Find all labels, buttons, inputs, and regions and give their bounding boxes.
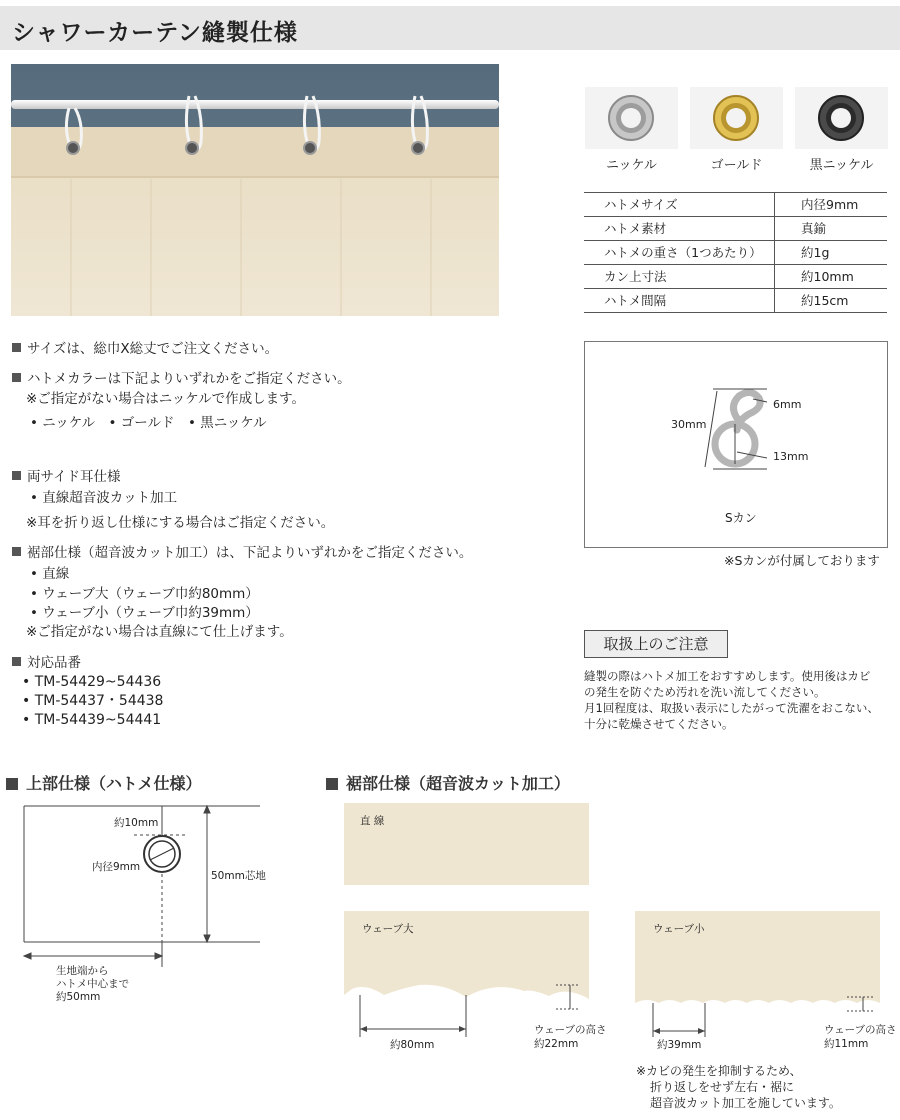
s-hook-icon — [585, 342, 887, 547]
note-hem-item2: • ウェーブ大（ウェーブ巾約80mm） — [30, 586, 259, 602]
hem-footnote — [636, 1063, 841, 1111]
spec-label: ハトメサイズ — [584, 193, 775, 217]
top-spec-drawing — [12, 800, 302, 1010]
top-spec-heading-text: 上部仕様（ハトメ仕様） — [26, 774, 202, 793]
caution-line: 縫製の際はハトメ加工をおすすめします。使用後はカビ — [584, 669, 871, 683]
bullet-square-icon — [12, 471, 21, 480]
spec-value: 約1g — [775, 241, 888, 265]
wave-large-width: 約80mm — [390, 1039, 435, 1051]
nickel-grommet-icon — [585, 87, 678, 149]
s-hook-diagram — [584, 341, 888, 548]
caution-heading: 取扱上のご注意 — [584, 630, 728, 658]
caution-line: 月1回程度は、取扱い表示にしたがって洗濯をおこない、 — [584, 701, 879, 715]
bullet-square-icon — [12, 547, 21, 556]
title-bar — [0, 6, 900, 50]
bullet-square-icon — [12, 343, 21, 352]
note-product3: • TM-54439~54441 — [22, 712, 162, 728]
wave-small-width: 約39mm — [657, 1039, 702, 1051]
black-nickel-grommet-swatch — [795, 87, 888, 149]
edge-line1: 生地端から — [56, 965, 109, 977]
note-color-options: • ニッケル • ゴールド • 黒ニッケル — [30, 415, 267, 431]
note-hem-item3: • ウェーブ小（ウェーブ巾約39mm） — [30, 605, 259, 621]
top-spec-diagram — [12, 800, 302, 1010]
note-hem-sub: ※ご指定がない場合は直線にて仕上げます。 — [26, 624, 293, 640]
s-hook-note: ※Sカンが付属しております — [724, 553, 880, 568]
note-product2: • TM-54437・54438 — [22, 693, 164, 709]
caution-line: 十分に乾燥させてください。 — [584, 717, 734, 731]
top-dim-label: 約10mm — [114, 817, 159, 829]
table-row — [584, 289, 887, 313]
table-row — [584, 217, 887, 241]
note-color-head — [12, 370, 351, 389]
wave-large-height: 約22mm — [534, 1038, 579, 1050]
black-nickel-grommet-icon — [795, 87, 888, 149]
note-side-sub: ※耳を折り返し仕様にする場合はご指定ください。 — [26, 515, 335, 531]
edge-line2: ハトメ中心まで — [56, 978, 130, 990]
caution-line: の発生を防ぐため汚れを洗い流してください。 — [584, 685, 826, 699]
grommet-label-nickel: ニッケル — [606, 158, 657, 173]
table-row — [584, 265, 887, 289]
section-square-icon — [326, 778, 338, 790]
wave-small-label: ウェーブ小 — [653, 923, 705, 935]
table-row — [584, 193, 887, 217]
spec-label: ハトメの重さ（1つあたり） — [584, 241, 775, 265]
nickel-grommet-swatch — [585, 87, 678, 149]
hem-straight-sample — [344, 803, 589, 885]
footnote-line: 超音波カット加工を施しています。 — [650, 1096, 841, 1110]
spec-label: カン上寸法 — [584, 265, 775, 289]
top-spec-heading — [6, 771, 202, 794]
edge-line3: 約50mm — [56, 991, 101, 1003]
wave-small-height: 約11mm — [824, 1038, 869, 1050]
note-hem-head — [12, 544, 472, 563]
gold-grommet-icon — [690, 87, 783, 149]
spec-value: 内径9mm — [775, 193, 888, 217]
hem-spec-heading-text: 裾部仕様（超音波カット加工） — [346, 774, 570, 793]
curtain-illustration — [11, 64, 499, 316]
section-square-icon — [6, 778, 18, 790]
spec-table — [584, 192, 887, 313]
note-size — [12, 340, 278, 359]
note-hem-item1: • 直線 — [30, 566, 70, 582]
s-hook-label: Sカン — [725, 511, 757, 525]
gold-grommet-swatch — [690, 87, 783, 149]
note-products-head — [12, 654, 81, 673]
page-title: シャワーカーテン縫製仕様 — [12, 20, 298, 46]
wave-small-height-label: ウェーブの高さ — [824, 1024, 897, 1036]
s-hook-top: 6mm — [773, 398, 802, 411]
wave-large-height-label: ウェーブの高さ — [534, 1024, 607, 1036]
note-side-head-text: 両サイド耳仕様 — [27, 469, 121, 485]
note-hem-head-text: 裾部仕様（超音波カット加工）は、下記よりいずれかをご指定ください。 — [27, 545, 473, 561]
hem-spec-heading — [326, 771, 570, 794]
curtain-photo — [11, 64, 499, 316]
note-size-text: サイズは、総巾X総丈でご注文ください。 — [27, 341, 279, 357]
spec-value: 約10mm — [775, 265, 888, 289]
s-hook-bottom: 13mm — [773, 450, 809, 463]
spec-value: 約15cm — [775, 289, 888, 313]
hem-straight-label: 直 線 — [360, 815, 385, 827]
bullet-square-icon — [12, 373, 21, 382]
note-color-head-text: ハトメカラーは下記よりいずれかをご指定ください。 — [27, 371, 351, 387]
s-hook-height: 30mm — [671, 418, 707, 431]
wave-large-label: ウェーブ大 — [362, 923, 414, 935]
note-color-sub: ※ご指定がない場合はニッケルで作成します。 — [26, 391, 306, 407]
footnote-line: ※カビの発生を抑制するため、 — [636, 1064, 802, 1078]
note-side-head — [12, 468, 121, 487]
spec-label: ハトメ間隔 — [584, 289, 775, 313]
bullet-square-icon — [12, 657, 21, 666]
inner-dim-label: 内径9mm — [92, 861, 141, 873]
footnote-line: 折り返しをせず左右・裾に — [650, 1080, 795, 1094]
note-products-head-text: 対応品番 — [27, 655, 81, 671]
caution-text — [584, 668, 894, 732]
grommet-label-gold: ゴールド — [710, 158, 763, 173]
spec-value: 真鍮 — [775, 217, 888, 241]
note-side-item: • 直線超音波カット加工 — [30, 490, 178, 506]
note-product1: • TM-54429~54436 — [22, 674, 162, 690]
height-dim-label: 50mm芯地 — [211, 870, 266, 882]
table-row — [584, 241, 887, 265]
spec-label: ハトメ素材 — [584, 217, 775, 241]
grommet-label-black-nickel: 黒ニッケル — [809, 158, 874, 173]
